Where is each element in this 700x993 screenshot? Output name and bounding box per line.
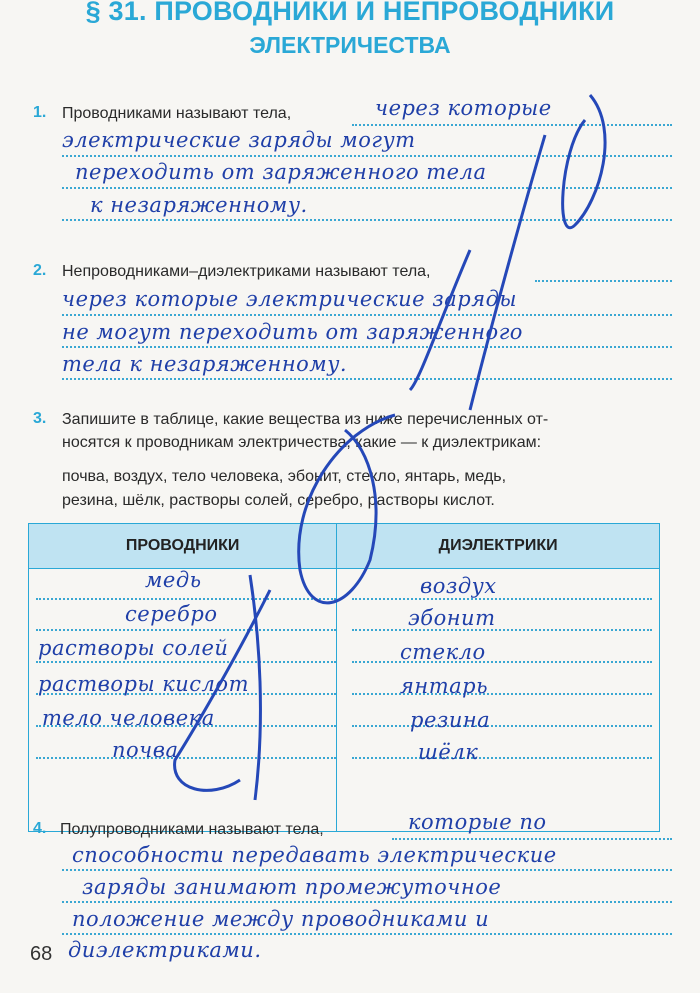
task-2-number: 2. [33, 262, 47, 279]
task-4-prompt: Полупроводниками называют тела, [60, 821, 324, 838]
task-1-answer-line-2: электрические заряды могут [62, 128, 416, 152]
task-1-number: 1. [33, 104, 47, 121]
task-3-prompt-line-2: носятся к проводникам электричества, какие — к диэлектрикам: [62, 434, 542, 451]
page-number: 68 [30, 943, 53, 965]
dielectric-item: шёлк [418, 740, 479, 764]
task-3-prompt-line-1: Запишите в таблице, какие вещества из ниже перечисленных от- [62, 411, 549, 428]
table-header-dielectrics: ДИЭЛЕКТРИКИ [337, 524, 660, 569]
dielectric-item: стекло [400, 640, 486, 664]
task-1-answer-line-1: через которые [375, 96, 552, 120]
task-3-substance-list-line-1: почва, воздух, тело человека, эбонит, стекло, янтарь, медь, [62, 468, 507, 485]
task-4-answer-line-2: способности передавать электрические [72, 843, 557, 867]
dielectric-item: янтарь [400, 674, 489, 698]
section-title: § 31. ПРОВОДНИКИ И НЕПРОВОДНИКИ [85, 0, 615, 26]
conductor-item: растворы кислот [38, 672, 249, 696]
dielectric-item: эбонит [408, 606, 496, 630]
task-4-answer-line-1: которые по [408, 810, 547, 834]
task-2-answer-line-3: тела к незаряженному. [62, 352, 348, 376]
task-4-number: 4. [33, 820, 47, 837]
conductor-item: серебро [125, 602, 218, 626]
task-2-answer-line-2: не могут переходить от заряженного [62, 320, 523, 344]
task-4-answer-line-5: диэлектриками. [68, 938, 262, 962]
task-1-answer-line-3: переходить от заряженного тела [75, 160, 487, 184]
table-header-conductors: ПРОВОДНИКИ [29, 524, 337, 569]
task-4-answer-line-4: положение между проводниками и [72, 907, 490, 931]
task-3-number: 3. [33, 410, 47, 427]
conductor-item: тело человека [42, 706, 215, 730]
task-1-prompt: Проводниками называют тела, [62, 105, 292, 122]
task-3-substance-list-line-2: резина, шёлк, растворы солей, серебро, растворы кислот. [62, 492, 495, 509]
dielectric-item: воздух [420, 574, 497, 598]
conductor-item: почва [112, 738, 179, 762]
dielectric-item: резина [410, 708, 491, 732]
task-4-answer-line-3: заряды занимают промежуточное [82, 875, 502, 899]
task-1-answer-line-4: к незаряженному. [90, 193, 308, 217]
section-title-line2: ЭЛЕКТРИЧЕСТВА [249, 32, 451, 58]
task-2-prompt: Непроводниками–диэлектриками называют тела, [62, 263, 431, 280]
conductor-item: медь [145, 568, 202, 592]
conductor-item: растворы солей [38, 636, 229, 660]
task-2-answer-line-1: через которые электрические заряды [62, 287, 518, 311]
